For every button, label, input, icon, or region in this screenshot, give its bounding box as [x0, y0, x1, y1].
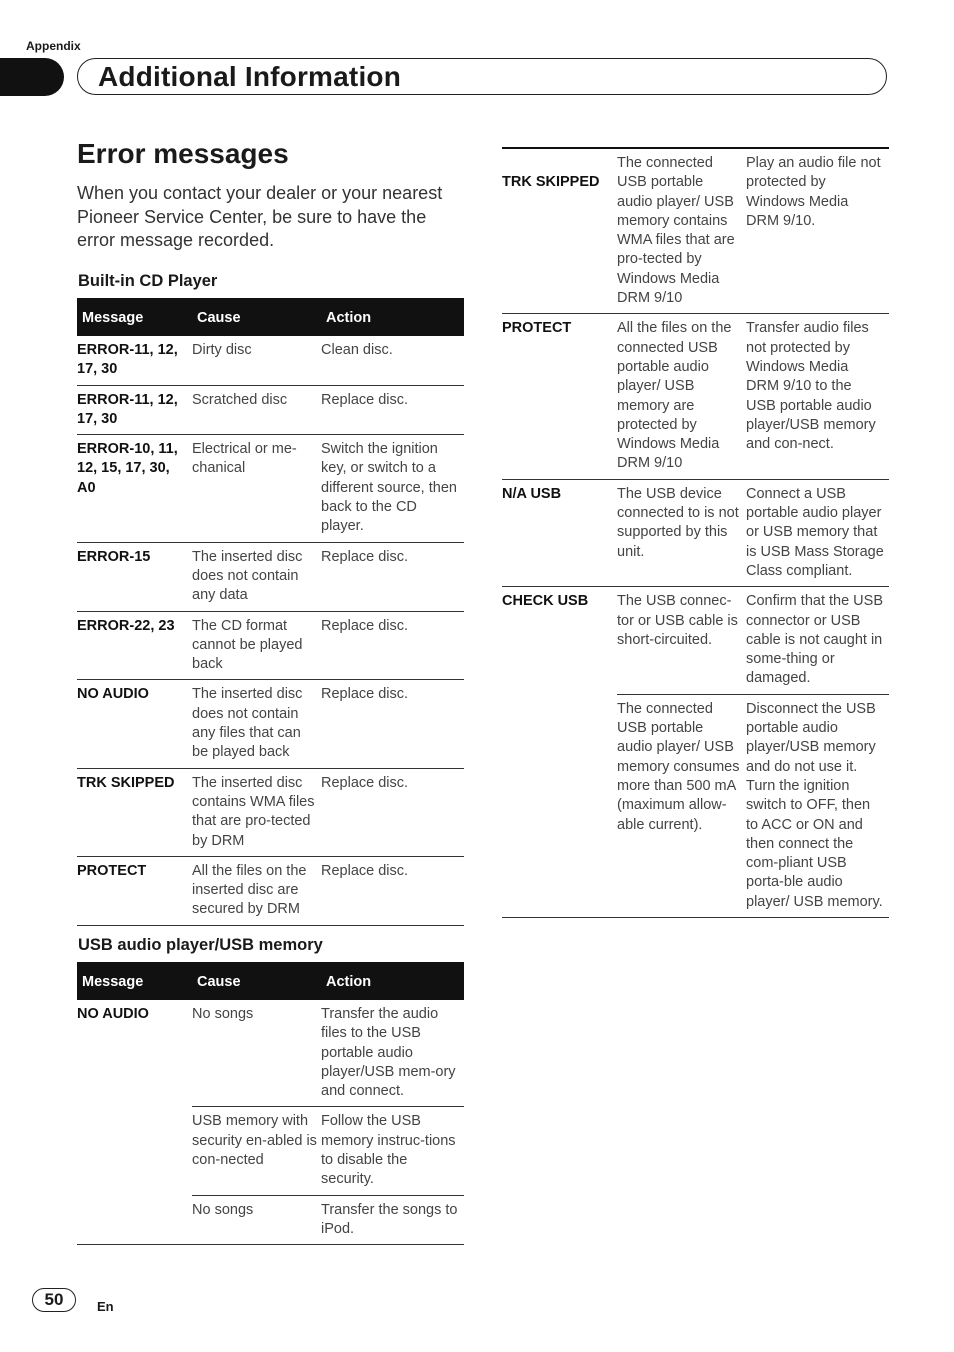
message-cell: ERROR-11, 12, 17, 30 [77, 385, 192, 435]
usb-error-table [77, 962, 464, 1245]
cause-cell: The USB connec-tor or USB cable is short-circuited. [617, 593, 738, 648]
section-label: Appendix [26, 39, 81, 53]
column-header-action: Action [321, 962, 464, 1000]
header-title: Additional Information [98, 61, 402, 92]
language-code: En [97, 1299, 114, 1314]
cause-cell: No songs [192, 1195, 321, 1245]
usb-table-continued-body [502, 148, 889, 917]
table-header-row [77, 962, 464, 1000]
cause-cell: The connected USB portable audio player/ USB memory consumes more than 500 mA (maximum allow-able current). [617, 694, 746, 917]
message-cell: PROTECT [77, 856, 192, 925]
action-cell: Play an audio file not protected by Windows Media DRM 9/10. [746, 148, 889, 314]
action-cell: Follow the USB memory instruc-tions to disable the security. [321, 1107, 464, 1195]
cause-cell: The inserted disc does not contain any files that can be played back [192, 680, 321, 768]
intro-paragraph: When you contact your dealer or your nearest Pioneer Service Center, be sure to have the error message recorded. [77, 183, 443, 250]
usb-table-body [77, 1000, 464, 1245]
table-row [77, 1000, 464, 1107]
action-cell: Transfer audio files not protected by Windows Media DRM 9/10 to the USB portable audio player/USB memory and con-nect. [746, 314, 889, 479]
message-cell: ERROR-15 [77, 542, 192, 611]
message-cell: NO AUDIO [77, 680, 192, 768]
message-cell: ERROR-11, 12, 17, 30 [77, 336, 192, 385]
usb-section-heading: USB audio player/USB memory [78, 936, 323, 954]
column-header-message: Message [77, 298, 192, 336]
table-row [77, 336, 464, 385]
cause-cell: Electrical or me-chanical [192, 435, 321, 542]
action-cell: Replace disc. [321, 856, 464, 925]
cause-cell: The inserted disc does not contain any data [192, 542, 321, 611]
table-row [502, 148, 889, 314]
cause-cell: All the files on the connected USB portable audio player/ USB memory are protected by Windows Media DRM 9/10 [617, 314, 746, 479]
cd-table-body [77, 336, 464, 925]
cd-section-heading: Built-in CD Player [78, 272, 218, 290]
cause-cell: Dirty disc [192, 336, 321, 385]
action-cell: Replace disc. [321, 768, 464, 856]
header-tab-marker [0, 58, 64, 96]
action-cell: Connect a USB portable audio player or USB memory that is USB Mass Storage Class compliant. [746, 479, 889, 586]
table-row [502, 314, 889, 479]
message-cell: TRK SKIPPED [77, 768, 192, 856]
page-number: 50 [32, 1288, 76, 1312]
action-cell: Switch the ignition key, or switch to a different source, then back to the CD player. [321, 435, 464, 542]
action-cell: Transfer the audio files to the USB portable audio player/USB mem-ory and connect. [321, 1006, 456, 1100]
message-cell: PROTECT [502, 314, 617, 479]
action-cell: Clean disc. [321, 336, 464, 385]
table-row [502, 479, 889, 586]
cause-cell: The USB device connected to is not supported by this unit. [617, 479, 746, 586]
message-cell: CHECK USB [502, 587, 617, 918]
page-title: Error messages [77, 138, 289, 169]
cd-error-table [77, 298, 464, 926]
cause-cell: No songs [192, 1006, 254, 1022]
column-header-action: Action [321, 298, 464, 336]
table-row [77, 856, 464, 925]
table-header-row [77, 298, 464, 336]
column-header-cause: Cause [192, 298, 321, 336]
column-header-cause: Cause [192, 962, 321, 1000]
cause-cell: The connected USB portable audio player/ USB memory contains WMA files that are pro-tected by Windows Media DRM 9/10 [617, 148, 746, 314]
action-cell: Replace disc. [321, 542, 464, 611]
cause-cell: The CD format cannot be played back [192, 611, 321, 680]
header-banner [77, 58, 887, 95]
message-cell: N/A USB [502, 479, 617, 586]
message-cell: NO AUDIO [77, 1000, 192, 1245]
message-cell: ERROR-10, 11, 12, 15, 17, 30, A0 [77, 435, 192, 542]
table-row [502, 587, 889, 694]
action-cell: Confirm that the USB connector or USB cable is not caught in some-thing or damaged. [746, 593, 883, 687]
cause-cell: All the files on the inserted disc are secured by DRM [192, 856, 321, 925]
cause-cell: USB memory with security en-abled is con-nected [192, 1107, 321, 1195]
table-row [77, 435, 464, 542]
cause-cell: Scratched disc [192, 385, 321, 435]
action-cell: Transfer the songs to iPod. [321, 1195, 464, 1245]
cause-cell: The inserted disc contains WMA files that are pro-tected by DRM [192, 768, 321, 856]
table-row [77, 680, 464, 768]
message-cell: ERROR-22, 23 [77, 611, 192, 680]
action-cell: Replace disc. [321, 611, 464, 680]
table-row [77, 611, 464, 680]
action-cell: Replace disc. [321, 385, 464, 435]
usb-error-table-continued [502, 147, 889, 918]
action-cell: Disconnect the USB portable audio player/USB memory and do not use it. Turn the ignition switch to OFF, then to ACC or ON and then connect the com-pliant USB porta-ble audio player/ USB memory. [746, 694, 889, 917]
table-row [77, 385, 464, 435]
table-row [77, 768, 464, 856]
message-cell: TRK SKIPPED [502, 148, 617, 314]
table-row [77, 542, 464, 611]
column-header-message: Message [77, 962, 192, 1000]
action-cell: Replace disc. [321, 680, 464, 768]
